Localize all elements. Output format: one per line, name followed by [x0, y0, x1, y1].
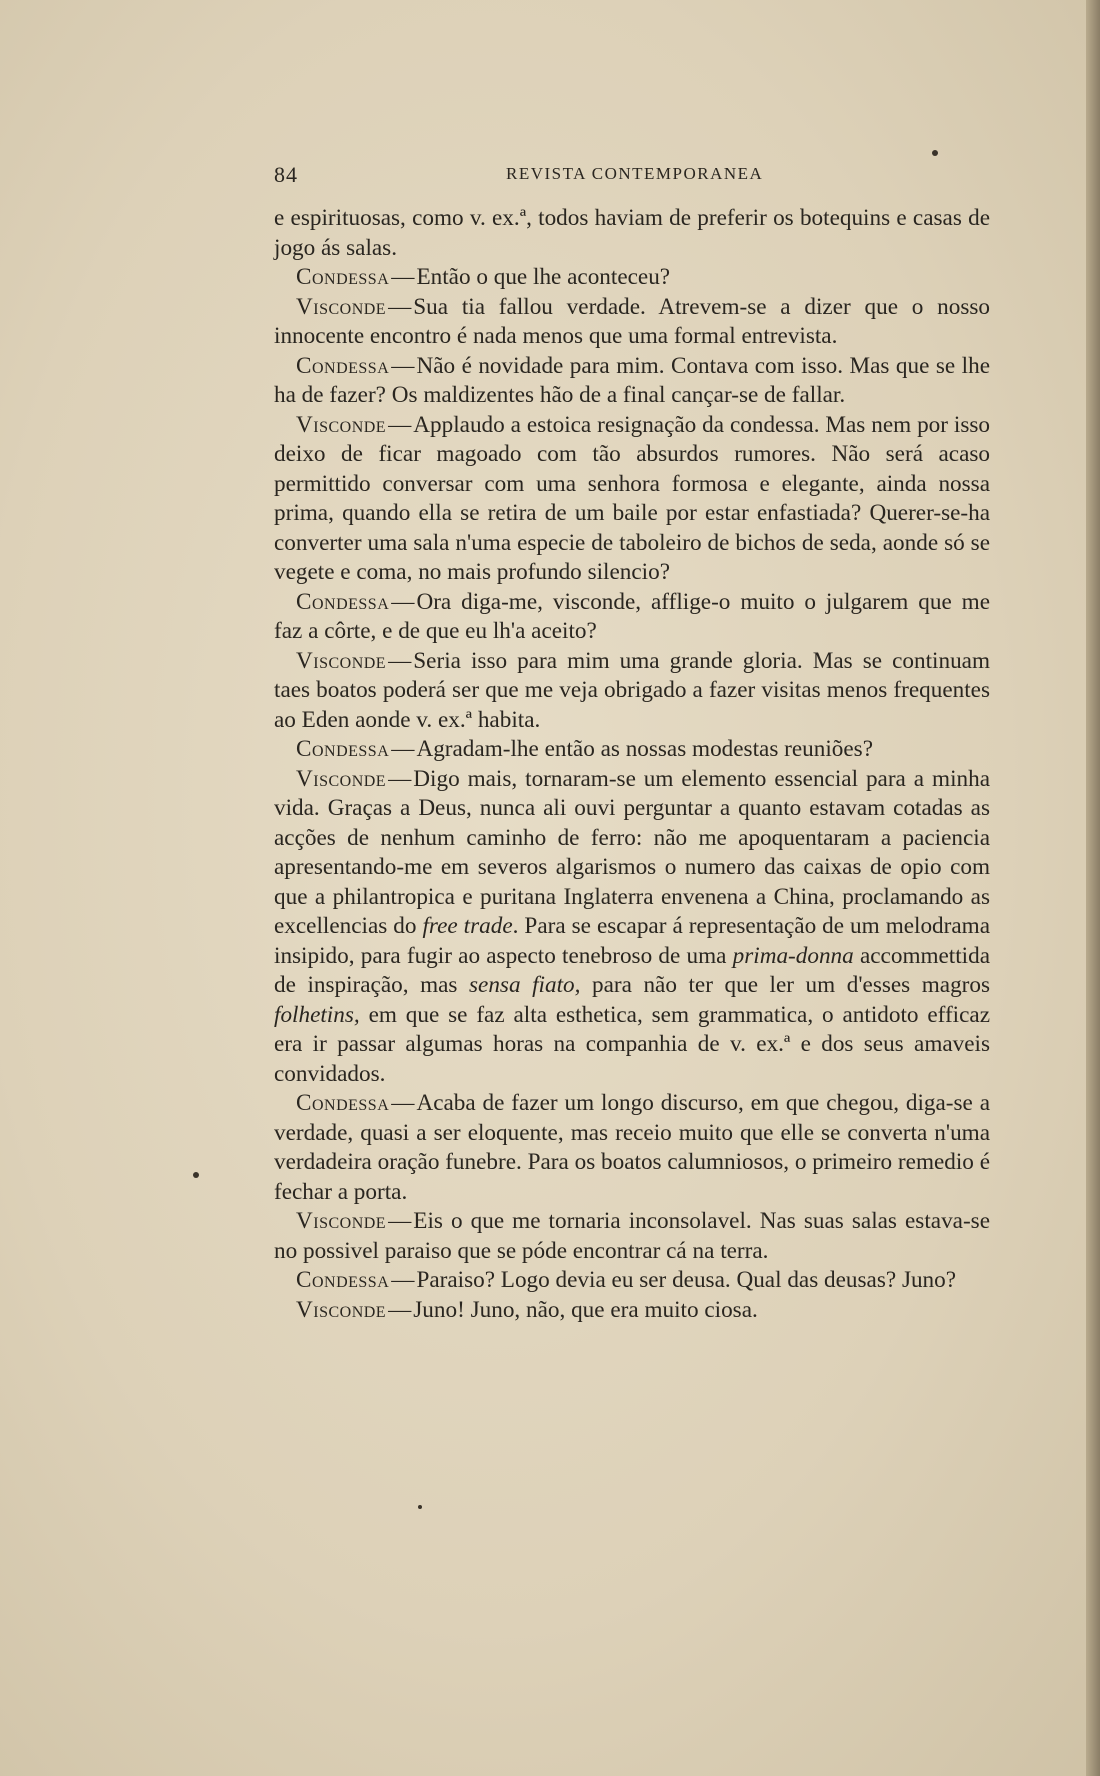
- dialogue-text: Applaudo a estoica resignação da condessa. Mas nem por isso deixo de ficar magoado com tão absurdos rumores. Não será acaso permittido conversar com uma senhora formosa e elegante, ainda nossa prima, quando ella se retira de um baile por estar enfastiada? Querer-se-ha converter uma sala n'uma especie de taboleiro de bichos de seda, aonde só se vegete e coma, no mais profundo silencio?: [274, 411, 990, 585]
- dialogue-text: Agradam-lhe então as nossas modestas reuniões?: [416, 736, 873, 762]
- em-dash: —: [391, 352, 415, 379]
- dialogue-text: Juno! Juno, não, que era muito ciosa.: [413, 1296, 758, 1323]
- em-dash: —: [388, 765, 412, 792]
- speaker-name: Condessa: [296, 352, 390, 379]
- speaker-name: Condessa: [296, 736, 390, 762]
- dialogue-line-condessa: [274, 263, 990, 293]
- dialogue-text: Paraiso? Logo devia eu ser deusa. Qual das deusas? Juno?: [416, 1267, 957, 1293]
- paragraph-continuation: [274, 204, 990, 263]
- dialogue-text: accommettida de inspiração, mas: [274, 942, 991, 998]
- dialogue-text: Digo mais, tornaram-se um elemento essencial para a minha vida. Graças a Deus, nunca ali ouvi perguntar a quanto estavam cotadas as acções de nenhum caminho de ferro: não me apoquentaram a paciencia apresentando-me em severos algarismos o numero das caixas de opio com que a philantropica e puritana Inglaterra envenena a China, proclamando as excellencias do: [274, 765, 990, 939]
- speaker-name: Visconde: [296, 1296, 387, 1323]
- em-dash: —: [388, 1208, 412, 1234]
- speaker-name: Condessa: [296, 264, 390, 290]
- dialogue-line-condessa: [274, 588, 990, 647]
- speaker-name: Visconde: [296, 411, 387, 438]
- page-header: [274, 160, 994, 192]
- dialogue-text: Não é novidade para mim. Contava com isso. Mas que se lhe ha de fazer? Os maldizentes hão de a final cançar-se de fallar.: [274, 352, 990, 408]
- dialogue-line-visconde: [274, 293, 990, 352]
- speaker-name: Condessa: [296, 1090, 390, 1116]
- dialogue-line-condessa: [274, 1266, 990, 1296]
- dialogue-text: para não ter que ler um d'esses magros: [591, 972, 990, 998]
- ink-speck: [193, 1172, 199, 1178]
- em-dash: —: [391, 588, 415, 615]
- italic-phrase: prima-donna: [732, 942, 854, 969]
- speaker-name: Condessa: [296, 1267, 390, 1293]
- dialogue-line-visconde: [274, 647, 990, 736]
- dialogue-line-condessa: [274, 735, 990, 765]
- italic-phrase: free trade: [422, 913, 513, 939]
- em-dash: —: [388, 411, 412, 438]
- paragraph-text: e espirituosas, como v. ex.ª, todos haviam de preferir os botequins e casas de jogo ás salas.: [274, 205, 990, 261]
- dialogue-text: Sua tia fallou verdade. Atrevem-se a dizer que o nosso innocente encontro é nada menos que uma formal entrevista.: [274, 293, 990, 349]
- dialogue-text: Então o que lhe aconteceu?: [416, 264, 671, 290]
- speaker-name: Visconde: [296, 1208, 387, 1234]
- dialogue-text: Ora diga-me, visconde, afflige-o muito o julgarem que me faz a côrte, e de que eu lh'a aceito?: [274, 588, 990, 644]
- body-text: [274, 204, 990, 1325]
- em-dash: —: [388, 293, 412, 320]
- em-dash: —: [391, 264, 415, 290]
- em-dash: —: [391, 1267, 415, 1293]
- dialogue-line-condessa: [274, 1089, 990, 1207]
- page-edge: [1086, 0, 1100, 1776]
- dialogue-line-visconde: [274, 765, 990, 1090]
- dialogue-line-visconde: [274, 1296, 990, 1326]
- em-dash: —: [391, 1090, 415, 1116]
- speaker-name: Condessa: [296, 588, 390, 615]
- em-dash: —: [388, 647, 412, 674]
- ink-speck: [418, 1505, 422, 1509]
- page-number: 84: [274, 162, 298, 187]
- speaker-name: Visconde: [296, 647, 387, 674]
- em-dash: —: [388, 1296, 412, 1323]
- dialogue-text: Acaba de fazer um longo discurso, em que chegou, diga-se a verdade, quasi a ser eloquente, mas receio muito que elle se converta n'uma verdadeira oração funebre. Para os boatos calumniosos, o primeiro remedio é fechar a porta.: [274, 1090, 990, 1205]
- speaker-name: Visconde: [296, 765, 387, 792]
- italic-phrase: sensa fiato,: [469, 972, 581, 998]
- running-title: REVISTA CONTEMPORANEA: [506, 164, 764, 183]
- em-dash: —: [391, 736, 415, 762]
- italic-phrase: folhetins,: [274, 1001, 360, 1028]
- dialogue-text: em que se faz alta esthetica, sem grammatica, o antidoto efficaz era ir passar algumas horas na companhia de v. ex.ª e dos seus amaveis convidados.: [274, 1001, 990, 1087]
- dialogue-line-visconde: [274, 411, 990, 588]
- speaker-name: Visconde: [296, 293, 387, 320]
- dialogue-text: Eis o que me tornaria inconsolavel. Nas suas salas estava-se no possivel paraiso que se póde encontrar cá na terra.: [274, 1208, 990, 1264]
- dialogue-text: Seria isso para mim uma grande gloria. Mas se continuam taes boatos poderá ser que me veja obrigado a fazer visitas menos frequentes ao Eden aonde v. ex.ª habita.: [274, 647, 990, 733]
- dialogue-line-visconde: [274, 1207, 990, 1266]
- dialogue-text: . Para se escapar á representação de um melodrama insipido, para fugir ao aspecto tenebroso de uma: [274, 913, 990, 969]
- dialogue-line-condessa: [274, 352, 990, 411]
- ink-speck: [932, 150, 938, 156]
